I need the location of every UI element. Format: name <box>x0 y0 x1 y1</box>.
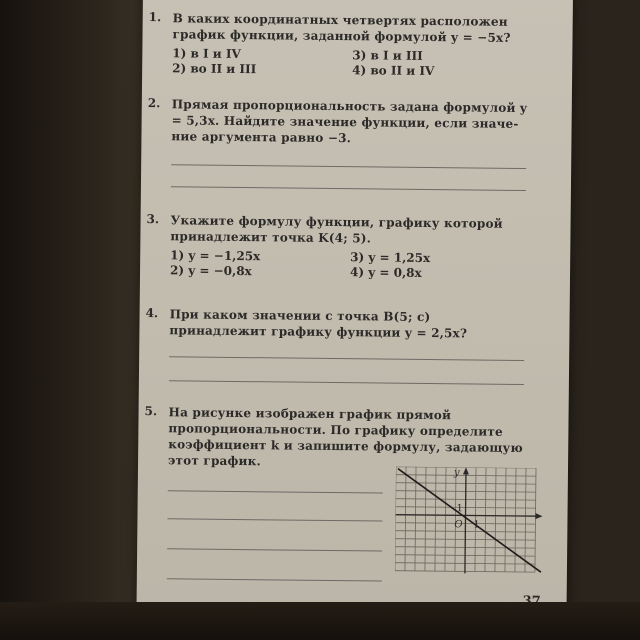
x-axis <box>396 515 541 517</box>
x-axis-arrow <box>535 513 542 519</box>
coordinate-graph <box>395 467 546 579</box>
task-text: Укажите формулу функции, графику которой принадлежит точка K(4; 5). <box>170 213 503 246</box>
answer-line[interactable] <box>169 380 524 385</box>
answer-line[interactable] <box>167 578 382 581</box>
answer-line[interactable] <box>167 548 382 551</box>
task-number: 3. <box>146 212 160 227</box>
x-tick-label: 1 <box>473 519 480 531</box>
option-2[interactable]: 2) y = −0,8x <box>169 263 252 279</box>
answer-line[interactable] <box>168 490 383 493</box>
task-number: 2. <box>147 96 161 111</box>
option-3[interactable]: 3) в I и III <box>352 48 423 63</box>
background-left <box>0 0 150 640</box>
worksheet-page <box>136 0 573 622</box>
task-2 <box>142 96 562 146</box>
task-number: 1. <box>148 10 162 25</box>
y-tick-label: 1 <box>456 503 464 515</box>
task-1 <box>143 10 563 79</box>
y-axis-arrow <box>463 467 469 474</box>
task-5 <box>139 404 559 469</box>
answer-options <box>170 248 530 282</box>
task-number: 5. <box>144 404 158 419</box>
task-text: В каких координатных четвертях расположен график функции, заданной формулой y = −5x? <box>172 11 511 45</box>
option-4[interactable]: 4) y = 0,8x <box>349 265 422 280</box>
answer-options <box>172 46 532 80</box>
answer-line[interactable] <box>171 186 526 191</box>
background-bottom <box>0 602 640 640</box>
origin-label: O <box>454 519 463 531</box>
y-axis-label: y <box>453 467 460 479</box>
task-4 <box>140 306 560 341</box>
task-number: 4. <box>145 306 159 321</box>
option-1[interactable]: 1) в I и IV <box>172 46 241 62</box>
answer-line[interactable] <box>167 518 382 521</box>
task-text: При каком значении с точка B(5; c) принадлежит графику функции y = 2,5x? <box>169 307 468 341</box>
task-text: На рисунке изображен график прямой пропорциональности. По графику определите коэффициент k и запишите формулу, задающую этот график. <box>168 405 524 469</box>
option-1[interactable]: 1) y = −1,25x <box>170 248 261 264</box>
answer-line[interactable] <box>169 356 524 361</box>
task-text: Прямая пропорциональность задана формулой y = 5,3x. Найдите значение функции, если значение аргумента равно −3. <box>171 97 528 146</box>
option-4[interactable]: 4) во II и IV <box>352 63 435 79</box>
task-3 <box>141 212 561 280</box>
option-3[interactable]: 3) y = 1,25x <box>350 250 431 266</box>
y-axis <box>465 469 466 573</box>
answer-line[interactable] <box>171 164 526 169</box>
option-2[interactable]: 2) во II и III <box>172 61 257 77</box>
